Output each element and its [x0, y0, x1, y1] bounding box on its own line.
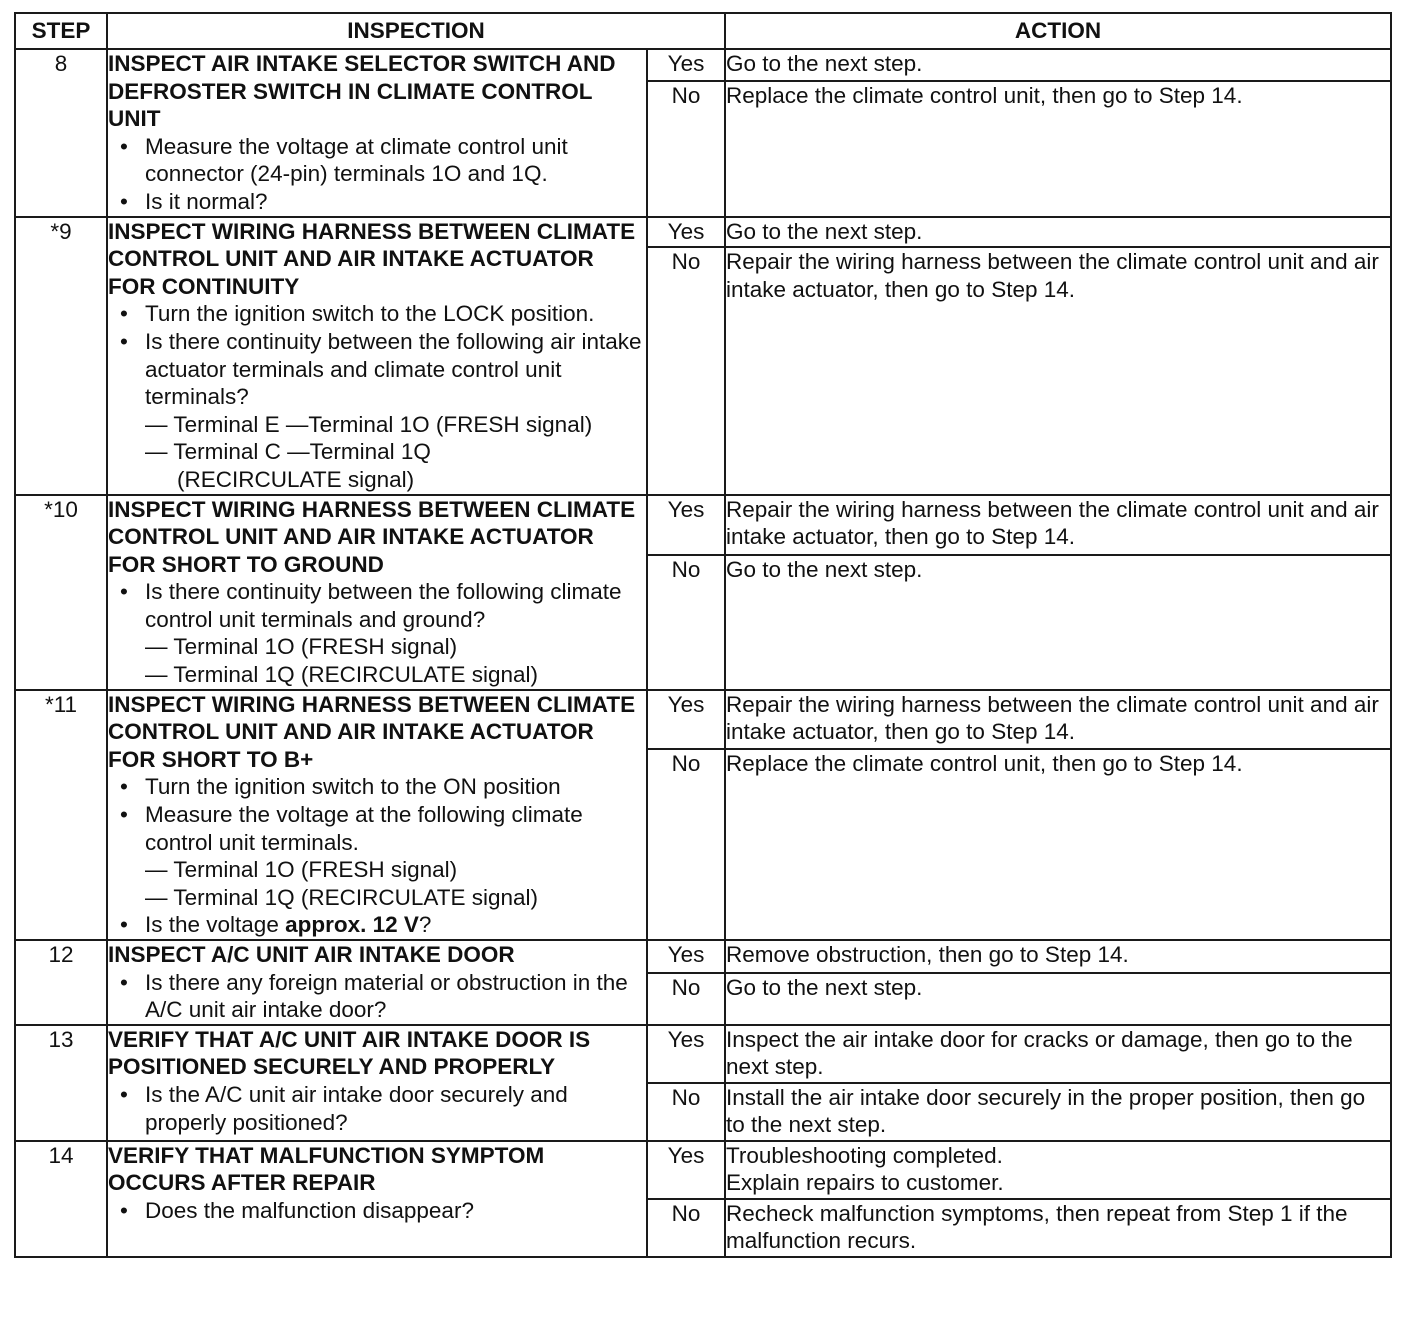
inspection-cell [107, 49, 647, 217]
inspection-bullet: • Turn the ignition switch to the LOCK position. [108, 300, 646, 328]
inspection-cell [107, 940, 647, 1025]
bullet-text: Is the voltage [145, 912, 286, 938]
header-step: STEP [15, 13, 107, 49]
yes-label: Yes [647, 49, 725, 81]
inspection-cell [107, 495, 647, 690]
inspection-title: INSPECT WIRING HARNESS BETWEEN CLIMATE CONTROL UNIT AND AIR INTAKE ACTUATOR FOR SHORT TO B+ [108, 691, 636, 772]
inspection-bullet: • Is there continuity between the following climate control unit terminals and ground? [108, 578, 646, 633]
step-row-12 [15, 940, 1391, 973]
inspection-bullet: • Is there any foreign material or obstruction in the A/C unit air intake door? [108, 969, 646, 1024]
inspection-cell [107, 1141, 647, 1257]
inspection-cell [107, 1025, 647, 1141]
yes-action: Remove obstruction, then go to Step 14. [725, 940, 1391, 973]
inspection-bullet: • Does the malfunction disappear? [108, 1197, 646, 1225]
no-label: No [647, 81, 725, 217]
yes-action-line: Troubleshooting completed. [726, 1142, 1003, 1168]
inspection-title: VERIFY THAT A/C UNIT AIR INTAKE DOOR IS POSITIONED SECURELY AND PROPERLY [108, 1026, 591, 1080]
inspection-cell [107, 690, 647, 940]
yes-label: Yes [647, 495, 725, 555]
no-label: No [647, 247, 725, 494]
step-row-13 [15, 1025, 1391, 1083]
no-action: Go to the next step. [725, 973, 1391, 1025]
bullet-end: ? [418, 912, 432, 938]
step-row-10 [15, 495, 1391, 555]
bullet-emphasis: approx. 12 V [285, 912, 419, 938]
terminal-item-continued: (RECIRCULATE signal) [177, 466, 415, 492]
inspection-title: INSPECT WIRING HARNESS BETWEEN CLIMATE CONTROL UNIT AND AIR INTAKE ACTUATOR FOR CONTINUITY [108, 218, 636, 299]
no-label: No [647, 1199, 725, 1257]
no-action: Install the air intake door securely in the proper position, then go to the next step. [725, 1083, 1391, 1141]
step-row-9 [15, 217, 1391, 248]
yes-label: Yes [647, 690, 725, 750]
inspection-bullet: • Turn the ignition switch to the ON position [108, 773, 646, 801]
yes-label: Yes [647, 217, 725, 248]
step-number: *11 [15, 690, 107, 940]
no-action: Recheck malfunction symptoms, then repeat from Step 1 if the malfunction recurs. [725, 1199, 1391, 1257]
step-number: *9 [15, 217, 107, 495]
yes-action: Inspect the air intake door for cracks or damage, then go to the next step. [725, 1025, 1391, 1083]
yes-label: Yes [647, 940, 725, 973]
inspection-bullet [108, 911, 646, 939]
inspection-bullet: • Measure the voltage at the following climate control unit terminals. [108, 801, 646, 856]
inspection-bullet: • Is it normal? [108, 188, 646, 216]
yes-action [725, 1141, 1391, 1199]
step-number: 13 [15, 1025, 107, 1141]
inspection-title: INSPECT AIR INTAKE SELECTOR SWITCH AND DEFROSTER SWITCH IN CLIMATE CONTROL UNIT [108, 51, 616, 132]
inspection-title: INSPECT WIRING HARNESS BETWEEN CLIMATE CONTROL UNIT AND AIR INTAKE ACTUATOR FOR SHORT TO GROUND [108, 496, 636, 577]
yes-label: Yes [647, 1141, 725, 1199]
step-row-11 [15, 690, 1391, 750]
inspection-cell [107, 217, 647, 495]
header-inspection: INSPECTION [107, 13, 725, 49]
step-row-14 [15, 1141, 1391, 1199]
no-label: No [647, 555, 725, 690]
inspection-bullet: • Measure the voltage at climate control unit connector (24-pin) terminals 1O and 1Q. [108, 133, 646, 188]
terminal-item: — Terminal 1O (FRESH signal) [145, 634, 458, 660]
step-number: 12 [15, 940, 107, 1025]
step-number: 14 [15, 1141, 107, 1257]
terminal-item: — Terminal 1O (FRESH signal) [145, 857, 458, 883]
troubleshooting-table [14, 12, 1392, 1258]
no-action: Go to the next step. [725, 555, 1391, 690]
yes-action: Go to the next step. [725, 217, 1391, 248]
no-label: No [647, 749, 725, 940]
no-label: No [647, 973, 725, 1025]
yes-action: Repair the wiring harness between the climate control unit and air intake actuator, then go to Step 14. [725, 690, 1391, 750]
inspection-title: INSPECT A/C UNIT AIR INTAKE DOOR [108, 942, 515, 967]
header-action: ACTION [725, 13, 1391, 49]
no-label: No [647, 1083, 725, 1141]
no-action: Replace the climate control unit, then go to Step 14. [725, 749, 1391, 940]
yes-label: Yes [647, 1025, 725, 1083]
step-number: *10 [15, 495, 107, 690]
inspection-bullet: • Is there continuity between the following air intake actuator terminals and climate control unit terminals? [108, 328, 646, 411]
terminal-item: — Terminal E —Terminal 1O (FRESH signal) [145, 411, 593, 437]
yes-action-line: Explain repairs to customer. [726, 1170, 1004, 1196]
yes-action: Repair the wiring harness between the climate control unit and air intake actuator, then go to Step 14. [725, 495, 1391, 555]
terminal-item: — Terminal 1Q (RECIRCULATE signal) [145, 662, 539, 688]
no-action: Repair the wiring harness between the climate control unit and air intake actuator, then go to Step 14. [725, 247, 1391, 494]
inspection-title: VERIFY THAT MALFUNCTION SYMPTOM OCCURS AFTER REPAIR [108, 1142, 545, 1196]
step-row-8 [15, 49, 1391, 81]
step-number: 8 [15, 49, 107, 217]
yes-action: Go to the next step. [725, 49, 1391, 81]
terminal-item: — Terminal C —Terminal 1Q [145, 439, 431, 465]
terminal-item: — Terminal 1Q (RECIRCULATE signal) [145, 884, 539, 910]
no-action: Replace the climate control unit, then go to Step 14. [725, 81, 1391, 217]
inspection-bullet: • Is the A/C unit air intake door securely and properly positioned? [108, 1081, 646, 1136]
header-row [15, 13, 1391, 49]
